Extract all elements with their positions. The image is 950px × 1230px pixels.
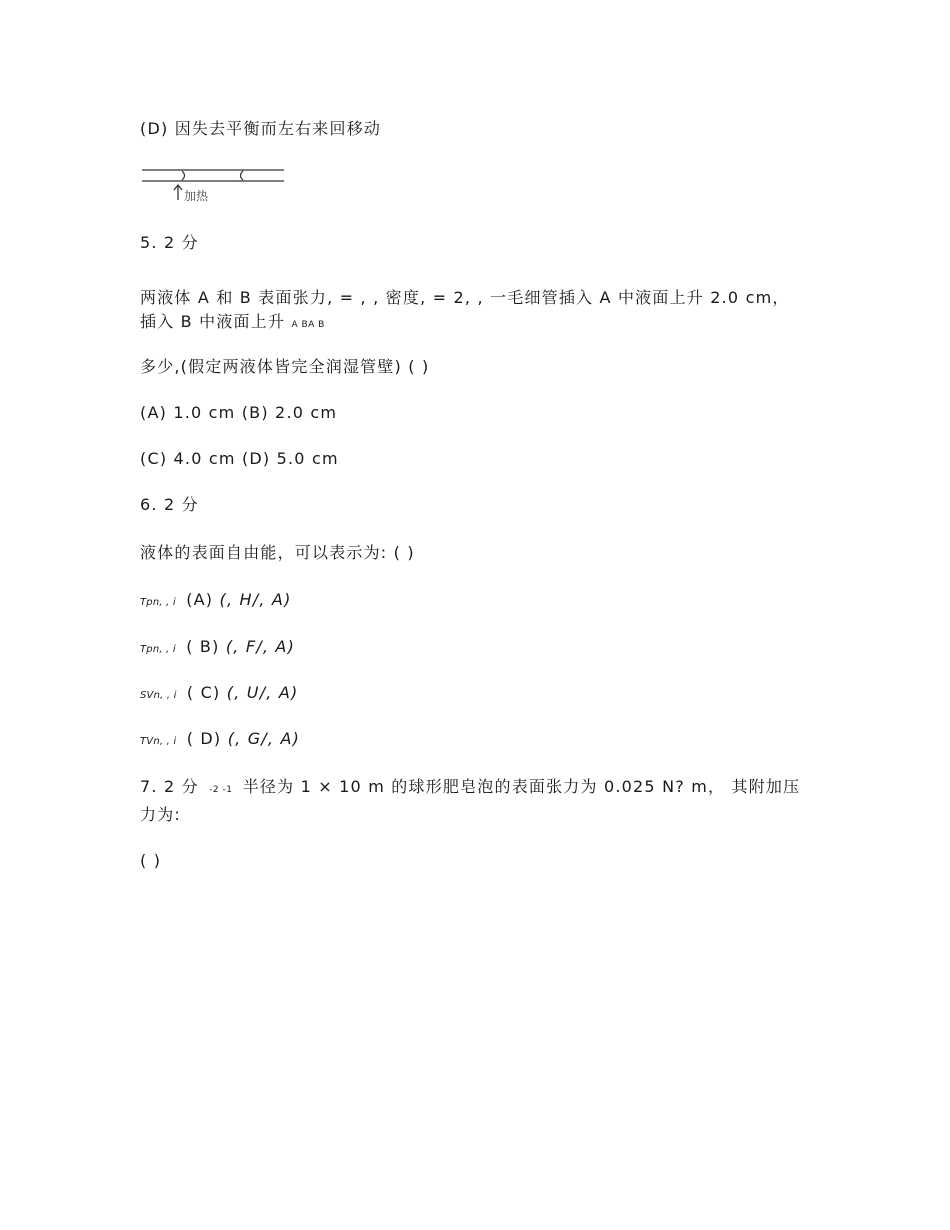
q7-answer-blank: ( ) bbox=[140, 851, 162, 870]
q7-stem-text: 半径为 1 × 10 m 的球形肥皂泡的表面张力为 0.025 N? m， 其附加压 bbox=[242, 777, 801, 796]
q6-option-a-label: (A) bbox=[186, 590, 214, 609]
q7-header: 7. 2 分 bbox=[140, 777, 199, 796]
q6-option-b-expr: (, F/, A) bbox=[225, 637, 296, 656]
left-meniscus-shape bbox=[182, 171, 185, 180]
q6-option-b-subscript: Tpn, , i bbox=[140, 644, 176, 655]
q5-stem-text: 两液体 A 和 B 表面张力, = , , 密度, = 2, , 一毛细管插入 A 中液面上升 2.0 cm， 插入 B 中液面上升 bbox=[140, 288, 790, 331]
q6-option-b bbox=[140, 636, 295, 661]
q7-superscripts: -2 -1 bbox=[209, 785, 233, 795]
q6-option-c-subscript: SVn, , i bbox=[140, 690, 177, 701]
q6-stem: 液体的表面自由能，可以表示为: ( ) bbox=[140, 543, 415, 562]
q6-option-c-label: ( C) bbox=[186, 683, 221, 702]
q6-header: 6. 2 分 bbox=[140, 495, 199, 514]
q6-option-d-expr: (, G/, A) bbox=[227, 729, 301, 748]
q7-stem-2: 力为: bbox=[140, 805, 181, 824]
q5-stem-1 bbox=[140, 286, 805, 337]
q5-stem-2: 多少,(假定两液体皆完全润湿管壁) ( ) bbox=[140, 357, 430, 376]
q6-option-a-expr: (, H/, A) bbox=[219, 590, 292, 609]
q6-option-d-subscript: TVn, , i bbox=[140, 736, 177, 747]
capillary-tube-diagram bbox=[140, 160, 290, 210]
q5-header: 5. 2 分 bbox=[140, 233, 199, 252]
q6-option-c bbox=[140, 682, 298, 707]
q5-options-cd: (C) 4.0 cm (D) 5.0 cm bbox=[140, 449, 339, 468]
q6-option-c-expr: (, U/, A) bbox=[226, 683, 299, 702]
q4-option-d: (D) 因失去平衡而左右来回移动 bbox=[140, 119, 382, 138]
q6-option-b-label: ( B) bbox=[186, 637, 220, 656]
q7-stem-1 bbox=[140, 776, 800, 801]
q6-option-a-subscript: Tpn, , i bbox=[140, 597, 176, 608]
q6-option-d bbox=[140, 728, 300, 753]
q5-options-ab: (A) 1.0 cm (B) 2.0 cm bbox=[140, 403, 338, 422]
q6-option-a bbox=[140, 589, 292, 614]
q6-option-d-label: ( D) bbox=[186, 729, 222, 748]
q5-stem-subscripts: A BA B bbox=[291, 320, 325, 330]
capillary-heating-figure bbox=[140, 160, 290, 210]
right-meniscus-shape bbox=[241, 171, 244, 180]
figure-label-heat: 加热 bbox=[184, 189, 209, 203]
